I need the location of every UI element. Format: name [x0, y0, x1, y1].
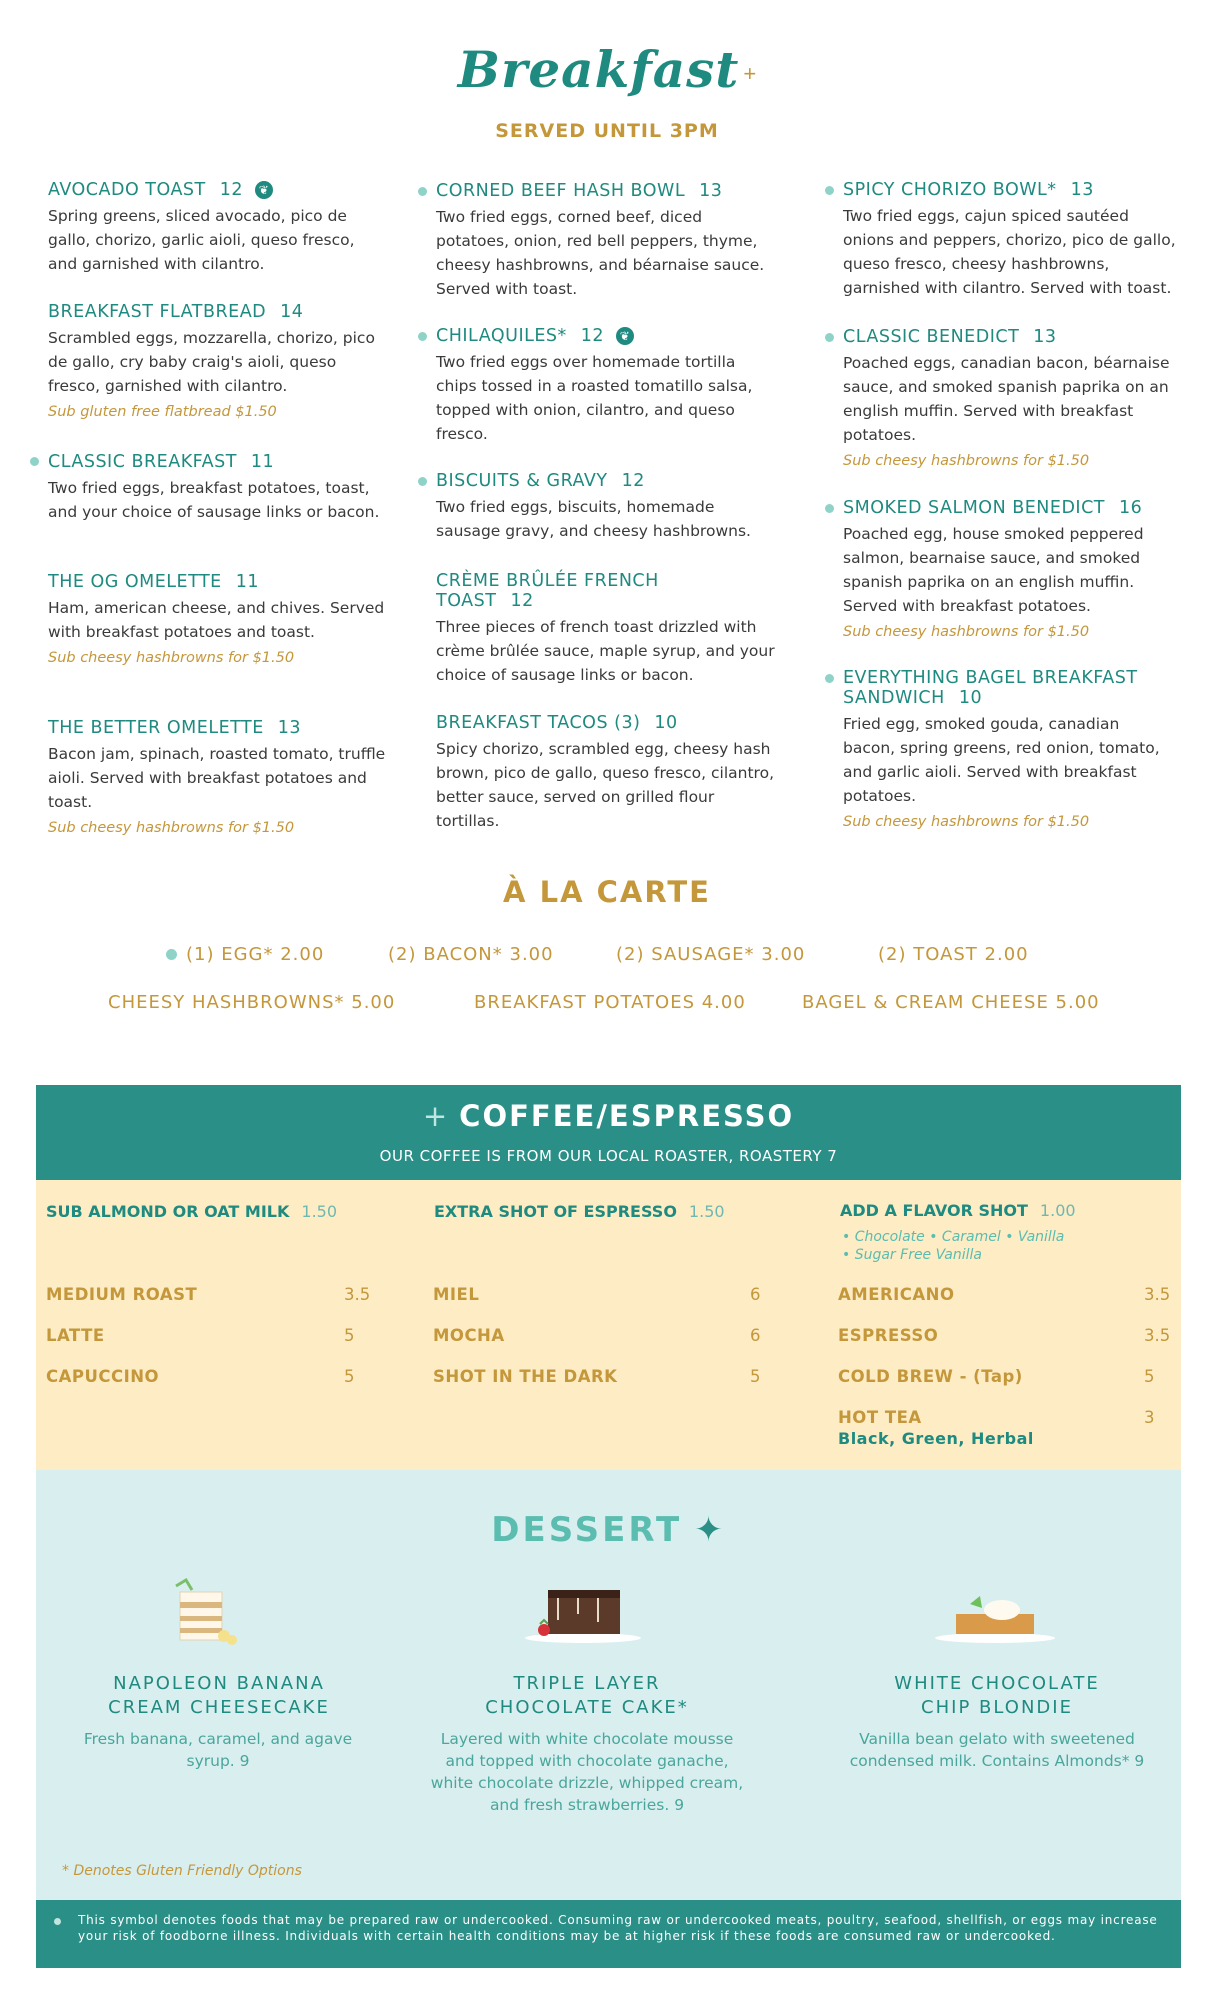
coffee-item-name: MIEL	[433, 1285, 480, 1304]
coffee-item-name: MOCHA	[433, 1326, 505, 1345]
item-price: 13	[1033, 327, 1057, 347]
coffee-item-name: AMERICANO	[838, 1285, 955, 1304]
flavor-options: • Sugar Free Vanilla	[842, 1247, 983, 1263]
dessert-name: WHITE CHOCOLATE CHIP BLONDIE	[894, 1673, 1100, 1718]
menu-item	[48, 572, 388, 666]
coffee-item-name: MEDIUM ROAST	[46, 1285, 198, 1304]
coffee-item-price: 3	[1144, 1408, 1155, 1427]
item-description: Poached egg, house smoked peppered salmon, bearnaise sauce, and smoked spanish paprika on an english muffin. Served with breakfast potatoes.	[843, 525, 1144, 615]
item-price: 14	[280, 302, 304, 322]
alacarte-item: CHEESY HASHBROWNS* 5.00	[108, 992, 396, 1013]
sparkle-icon: ✦	[694, 1510, 726, 1550]
menu-item	[48, 180, 388, 276]
item-name: CHILAQUILES*	[436, 326, 567, 346]
item-sub-option: Sub cheesy hashbrowns for $1.50	[843, 624, 1090, 640]
item-description: Two fried eggs, breakfast potatoes, toast, and your choice of sausage links or bacon.	[48, 479, 380, 521]
menu-item	[436, 326, 776, 446]
item-description: Poached eggs, canadian bacon, béarnaise sauce, and smoked spanish paprika on an english muffin. Served with breakfast potatoes.	[843, 354, 1170, 444]
alacarte-item: BAGEL & CREAM CHEESE 5.00	[802, 992, 1100, 1013]
coffee-addon: ADD A FLAVOR SHOT 1.00	[840, 1201, 1076, 1220]
dessert-title: DESSERT	[491, 1510, 683, 1550]
dot-icon	[54, 1918, 61, 1925]
alacarte-item: BREAKFAST POTATOES 4.00	[474, 992, 746, 1013]
dessert-description: Fresh banana, caramel, and agave syrup. 9	[83, 1730, 353, 1770]
menu-item	[843, 498, 1183, 640]
dot-icon	[30, 457, 39, 466]
blondie-icon	[930, 1570, 1060, 1650]
coffee-item-price: 6	[750, 1285, 761, 1304]
item-description: Two fried eggs, cajun spiced sautéed onions and peppers, chorizo, pico de gallo, queso fresco, cheesy hashbrowns, garnished with cilantro. Served with toast.	[843, 207, 1176, 297]
item-price: 13	[1070, 180, 1094, 200]
item-price: 11	[250, 452, 275, 472]
item-name: CLASSIC BENEDICT	[843, 327, 1020, 347]
dot-icon	[418, 187, 427, 196]
alacarte-item: (1) EGG* 2.00	[186, 944, 325, 965]
item-description: Scrambled eggs, mozzarella, chorizo, pico de gallo, cry baby craig's aioli, queso fresco, garnished with cilantro.	[48, 329, 375, 395]
item-name: AVOCADO TOAST	[48, 180, 206, 200]
coffee-subtitle: OUR COFFEE IS FROM OUR LOCAL ROASTER, ROASTERY 7	[379, 1147, 838, 1165]
item-name: SMOKED SALMON BENEDICT	[843, 498, 1105, 518]
dessert-name: TRIPLE LAYER CHOCOLATE CAKE*	[485, 1673, 689, 1718]
item-name: THE OG OMELETTE	[48, 572, 222, 592]
coffee-item-name: SHOT IN THE DARK	[433, 1367, 618, 1386]
coffee-item-name: CAPUCCINO	[46, 1367, 160, 1386]
menu-item	[436, 571, 775, 687]
coffee-item-name: LATTE	[46, 1326, 105, 1345]
menu-item	[436, 713, 776, 833]
coffee-item-name: HOT TEA	[838, 1408, 922, 1427]
item-description: Spicy chorizo, scrambled egg, cheesy hash brown, pico de gallo, queso fresco, cilantro, better sauce, served on grilled flour tortillas.	[436, 740, 774, 830]
menu-item	[436, 181, 776, 301]
item-description: Three pieces of french toast drizzled with crème brûlée sauce, maple syrup, and your choice of sausage links or bacon.	[436, 618, 775, 684]
alacarte-title: À LA CARTE	[503, 875, 711, 909]
item-sub-option: Sub cheesy hashbrowns for $1.50	[48, 820, 295, 836]
breakfast-title: Breakfast	[457, 40, 740, 99]
menu-item	[843, 668, 1160, 830]
item-price: 10	[654, 713, 678, 733]
item-description: Two fried eggs, biscuits, homemade sausage gravy, and cheesy hashbrowns.	[436, 498, 751, 540]
item-description: Two fried eggs over homemade tortilla chips tossed in a roasted tomatillo salsa, topped with onion, cilantro, and queso fresco.	[436, 353, 753, 443]
item-name: CRÈME BRÛLÉE FRENCH TOAST	[436, 571, 659, 611]
item-price: 10	[958, 688, 983, 708]
sparkle-icon: +	[743, 60, 757, 86]
menu-item	[48, 302, 388, 420]
coffee-item-price: 3.5	[1144, 1326, 1171, 1345]
item-name: CORNED BEEF HASH BOWL	[436, 181, 686, 201]
leaf-icon: ❦	[616, 327, 634, 345]
dot-icon	[166, 949, 177, 960]
coffee-item-price: 5	[344, 1326, 355, 1345]
coffee-item-price: 3.5	[1144, 1285, 1171, 1304]
item-name: BISCUITS & GRAVY	[436, 471, 608, 491]
cheesecake-icon	[166, 1570, 246, 1650]
item-sub-option: Sub cheesy hashbrowns for $1.50	[48, 650, 295, 666]
hot-tea-options: Black, Green, Herbal	[838, 1429, 1034, 1448]
coffee-title: COFFEE/ESPRESSO	[459, 1099, 795, 1133]
item-description: Bacon jam, spinach, roasted tomato, truffle aioli. Served with breakfast potatoes and toast.	[48, 745, 386, 811]
menu-item	[843, 327, 1183, 469]
dessert-name: NAPOLEON BANANA CREAM CHEESECAKE	[108, 1673, 330, 1718]
dot-icon	[825, 333, 834, 342]
item-description: Spring greens, sliced avocado, pico de gallo, chorizo, garlic aioli, queso fresco, and garnished with cilantro.	[48, 207, 355, 273]
dot-icon	[418, 332, 427, 341]
item-name: SPICY CHORIZO BOWL*	[843, 180, 1057, 200]
alacarte-item: (2) SAUSAGE* 3.00	[616, 944, 806, 965]
item-description: Ham, american cheese, and chives. Served with breakfast potatoes and toast.	[48, 599, 385, 641]
item-price: 12	[621, 471, 645, 491]
item-price: 12	[580, 326, 605, 346]
menu-item	[436, 471, 776, 543]
menu-item	[48, 718, 388, 836]
dessert-section	[36, 1470, 1181, 1900]
item-sub-option: Sub cheesy hashbrowns for $1.50	[843, 453, 1090, 469]
dot-icon	[418, 477, 427, 486]
item-sub-option: Sub cheesy hashbrowns for $1.50	[843, 814, 1090, 830]
coffee-addon: SUB ALMOND OR OAT MILK 1.50	[46, 1202, 338, 1221]
coffee-header	[36, 1085, 1181, 1180]
item-price: 13	[699, 181, 723, 201]
coffee-item-price: 5	[344, 1367, 355, 1386]
item-name: EVERYTHING BAGEL BREAKFAST SANDWICH	[843, 668, 1138, 708]
coffee-menu	[36, 1180, 1181, 1470]
item-description: Two fried eggs, corned beef, diced potatoes, onion, red bell peppers, thyme, cheesy hashbrowns, and béarnaise sauce. Served with toast.	[436, 208, 765, 298]
item-price: 12	[219, 180, 244, 200]
served-until: SERVED UNTIL 3PM	[495, 120, 719, 142]
leaf-icon: ❦	[255, 181, 273, 199]
dot-icon	[825, 504, 834, 513]
flavor-options: • Chocolate • Caramel • Vanilla	[842, 1229, 1065, 1245]
item-price: 12	[510, 591, 534, 611]
coffee-item-name: ESPRESSO	[838, 1326, 939, 1345]
coffee-item-name: COLD BREW - (Tap)	[838, 1367, 1023, 1386]
chocolate-cake-icon	[518, 1570, 648, 1650]
item-sub-option: Sub gluten free flatbread $1.50	[48, 404, 277, 420]
item-description: Fried egg, smoked gouda, canadian bacon, spring greens, red onion, tomato, and garlic aioli. Served with breakfast potatoes.	[843, 715, 1160, 805]
raw-food-notice	[36, 1900, 1181, 1968]
coffee-item-price: 3.5	[344, 1285, 371, 1304]
dessert-description: Vanilla bean gelato with sweetened condensed milk. Contains Almonds* 9	[849, 1730, 1145, 1770]
alacarte-item: (2) BACON* 3.00	[388, 944, 554, 965]
item-name: BREAKFAST TACOS (3)	[436, 713, 641, 733]
dot-icon	[825, 674, 834, 683]
dessert-description: Layered with white chocolate mousse and topped with chocolate ganache, white chocolate drizzle, whipped cream, and fresh strawberries. 9	[430, 1730, 744, 1814]
item-price: 13	[277, 718, 302, 738]
item-price: 11	[235, 572, 260, 592]
menu-item	[48, 452, 388, 524]
item-name: BREAKFAST FLATBREAD	[48, 302, 267, 322]
sparkle-icon: +	[422, 1099, 450, 1133]
menu-title	[0, 40, 1214, 99]
notice-text: This symbol denotes foods that may be prepared raw or undercooked. Consuming raw or undercooked meats, poultry, seafood, shellfish, or eggs may increase your risk of foodborne illness. Individuals with certain health conditions may be at higher risk if these foods are consumed raw or undercooked.	[78, 1913, 1158, 1943]
menu-item	[843, 180, 1183, 300]
item-name: CLASSIC BREAKFAST	[48, 452, 237, 472]
coffee-item-price: 5	[750, 1367, 761, 1386]
coffee-item-price: 6	[750, 1326, 761, 1345]
alacarte-item: (2) TOAST 2.00	[878, 944, 1029, 965]
gluten-friendly-note: * Denotes Gluten Friendly Options	[62, 1863, 302, 1879]
item-price: 16	[1119, 498, 1143, 518]
coffee-item-price: 5	[1144, 1367, 1155, 1386]
dot-icon	[825, 186, 834, 195]
item-name: THE BETTER OMELETTE	[48, 718, 264, 738]
coffee-addon: EXTRA SHOT OF ESPRESSO 1.50	[434, 1202, 725, 1221]
